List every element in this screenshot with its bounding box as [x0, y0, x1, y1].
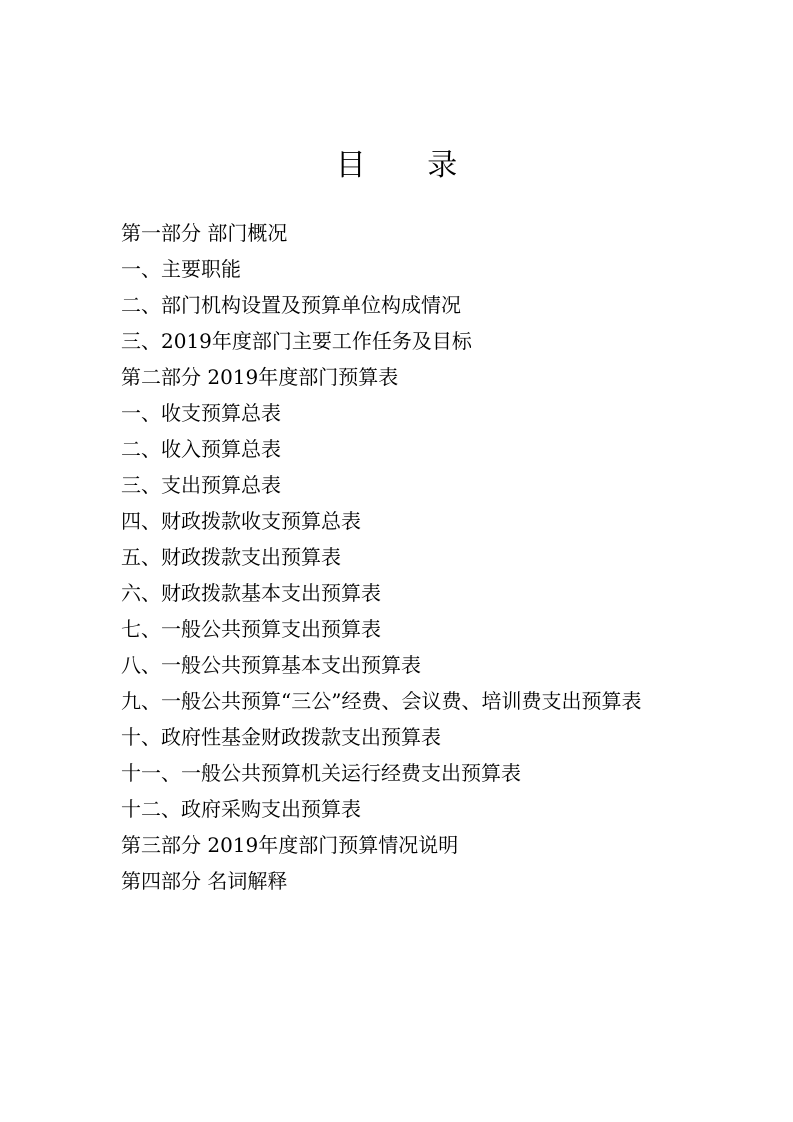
- toc-item: 六、财政拨款基本支出预算表: [121, 581, 381, 605]
- toc-item: 三、支出预算总表: [121, 473, 281, 497]
- toc-item: 十一、一般公共预算机关运行经费支出预算表: [121, 761, 521, 785]
- toc-part-2: 第二部分 2019年度部门预算表: [121, 365, 399, 389]
- toc-item: 一、主要职能: [121, 257, 241, 281]
- toc-part-3: 第三部分 2019年度部门预算情况说明: [121, 833, 459, 857]
- toc-item: 二、部门机构设置及预算单位构成情况: [121, 293, 461, 317]
- toc-item: 一、收支预算总表: [121, 401, 281, 425]
- toc-item: 八、一般公共预算基本支出预算表: [121, 653, 421, 677]
- toc-item: 五、财政拨款支出预算表: [121, 545, 341, 569]
- toc-part-1: 第一部分 部门概况: [121, 221, 288, 245]
- toc-part-4: 第四部分 名词解释: [121, 869, 288, 893]
- toc-item: 十二、政府采购支出预算表: [121, 797, 361, 821]
- toc-item: 三、2019年度部门主要工作任务及目标: [121, 329, 472, 353]
- toc-item: 九、一般公共预算“三公”经费、会议费、培训费支出预算表: [121, 689, 642, 713]
- page-title: 目 录: [335, 148, 484, 183]
- table-of-contents: [121, 215, 761, 899]
- toc-item: 七、一般公共预算支出预算表: [121, 617, 381, 641]
- toc-item: 四、财政拨款收支预算总表: [121, 509, 361, 533]
- toc-item: 二、收入预算总表: [121, 437, 281, 461]
- toc-item: 十、政府性基金财政拨款支出预算表: [121, 725, 441, 749]
